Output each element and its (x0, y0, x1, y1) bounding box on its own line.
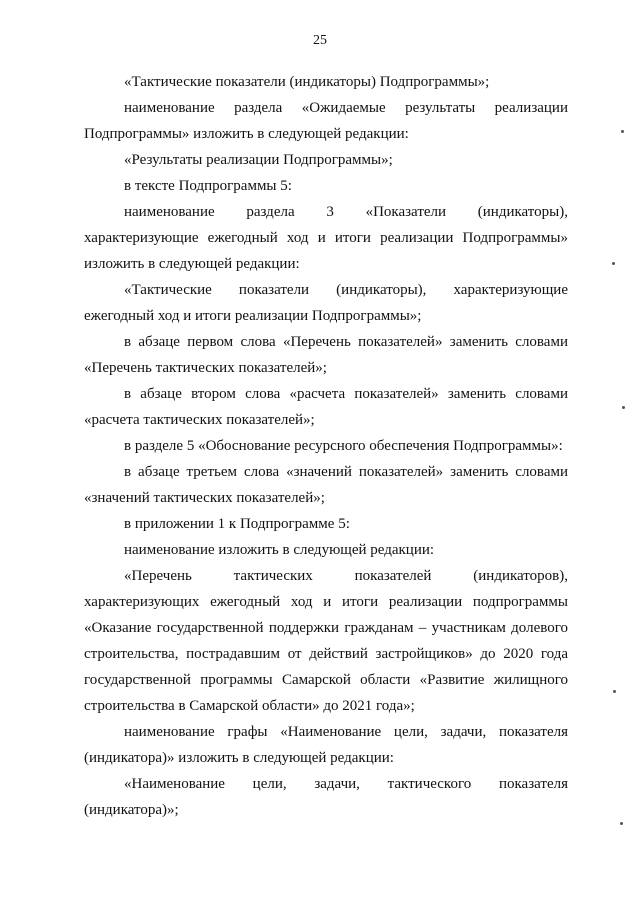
paragraph: наименование графы «Наименование цели, задачи, показателя (индикатора)» изложить в следующей редакции: (84, 724, 568, 766)
paragraph: наименование раздела 3 «Показатели (индикаторы), характеризующие ежегодный ход и итоги реализации Подпрограммы» изложить в следующей редакции: (84, 204, 568, 272)
paragraph: наименование изложить в следующей редакции: (124, 542, 435, 558)
scan-speck (613, 690, 616, 693)
paragraph: «Перечень тактических показателей (индикаторов), характеризующих ежегодный ход и итоги реализации подпрограммы «Оказание государственной поддержки гражданам – участникам долевого строительства, пострадавшим от действий застройщиков» до 2020 года государственной программы Самарской области «Развитие жилищного строительства в Самарской области» до 2021 года»; (84, 568, 568, 714)
paragraph: «Наименование цели, задачи, тактического показателя (индикатора)»; (84, 776, 568, 818)
paragraph: в абзаце третьем слова «значений показателей» заменить словами «значений тактических показателей»; (84, 464, 568, 506)
scan-speck (620, 822, 623, 825)
scan-speck (612, 262, 615, 265)
paragraph: «Тактические показатели (индикаторы) Подпрограммы»; (124, 74, 490, 90)
paragraph: наименование раздела «Ожидаемые результаты реализации Подпрограммы» изложить в следующей редакции: (84, 100, 568, 142)
paragraph: «Результаты реализации Подпрограммы»; (124, 152, 393, 168)
paragraph: в абзаце втором слова «расчета показателей» заменить словами «расчета тактических показателей»; (84, 386, 568, 428)
page-number: 25 (313, 33, 327, 48)
paragraph: в абзаце первом слова «Перечень показателей» заменить словами «Перечень тактических показателей»; (84, 334, 568, 376)
scan-speck (621, 130, 624, 133)
paragraph: в тексте Подпрограммы 5: (124, 178, 292, 194)
scan-speck (622, 406, 625, 409)
paragraph: в приложении 1 к Подпрограмме 5: (124, 516, 350, 532)
document-body (84, 69, 568, 823)
paragraph: в разделе 5 «Обоснование ресурсного обеспечения Подпрограммы»: (124, 438, 563, 454)
paragraph: «Тактические показатели (индикаторы), характеризующие ежегодный ход и итоги реализации Подпрограммы»; (84, 282, 568, 324)
